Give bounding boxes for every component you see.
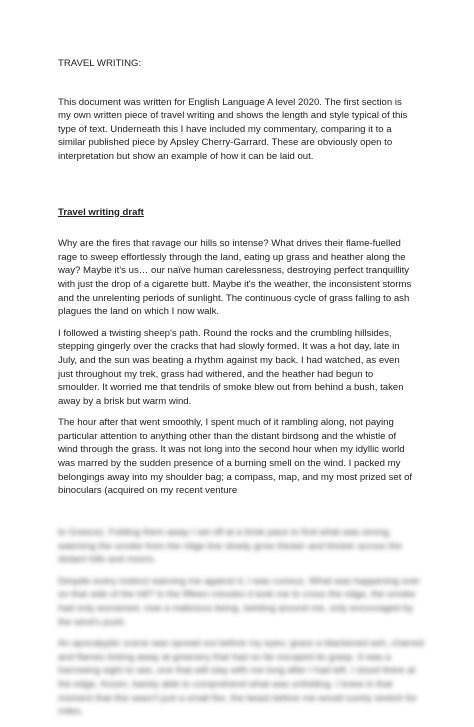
intro-paragraph: This document was written for English Language A level 2020. The first section is my own written piece of travel writing and shows the length and style typical of this type of text. Underneath this I have included my commentary, comparing it to a similar published piece by Apsley Cherry-Garrard. These are obviously open to interpretation but show an example of how it can be laid out. [58, 96, 408, 162]
body-paragraph-2: I followed a twisting sheep's path. Round the rocks and the crumbling hillsides, stepping gingerly over the cracks that had slowly formed. It was a hot day, late in July, and the sun was beating a rhythm against my back. I had watched, as even just throughout my trek, grass had withered, and the heather had begun to smoulder. It worried me that tendrils of smoke blew out from behind a bush, taken away by a brisk but warm wind. [58, 327, 404, 407]
blurred-paragraph-2: Despite every instinct warning me against it, I was curious. What was happening over on that side of the hill? Is the fifteen minutes it took me to cross the ridge, the smoke had only worsened, now a malicious being, twisting around me, only encouraged by the wind's push. [58, 575, 421, 628]
section-heading: Travel writing draft [58, 206, 144, 218]
blurred-paragraph-3: An apocalyptic scene was spread out before my eyes; grass a blackened ash, charred and flames licking away at greenery that had so far escaped its grasp. It was a harrowing sight to see, one that will stay with me long after I had left. I stood there at the edge, frozen, barely able to comprehend what was unfolding. I knew in that moment that this wasn't just a small fire, the beast before me would surely stretch for miles. [58, 638, 424, 718]
blurred-paragraph-1: to Greece). Folding them away I set off at a brisk pace to find what was wrong, watching the smoke from the ridge line slowly grow thicker and thicker across the distant hills and moors. [58, 527, 402, 566]
body-paragraph-1: Why are the fires that ravage our hills so intense? What drives their flame-fuelled rage to sweep effortlessly through the land, eating up grass and heather along the way? Maybe it's us… our naïve human carelessness, destroying perfect tranquillity with just the drop of a cigarette butt. Maybe it's the weather, the inconsistent storms and the unrelenting periods of sunlight. The continuous cycle of grass falling to ash plagues the land on which I now walk. [58, 238, 412, 318]
blurred-preview-region [58, 526, 424, 727]
document-title: TRAVEL WRITING: [58, 58, 142, 69]
body-paragraph-3: The hour after that went smoothly, I spent much of it rambling along, not paying particular attention to anything other than the distant birdsong and the whistle of wind through the grass. It was not long into the second hour when my idyllic world was marred by the sudden presence of a burning smell on the wind. I packed my belongings away into my shoulder bag; a compass, map, and my most prized set of binoculars (acquired on my recent venture [58, 417, 413, 497]
